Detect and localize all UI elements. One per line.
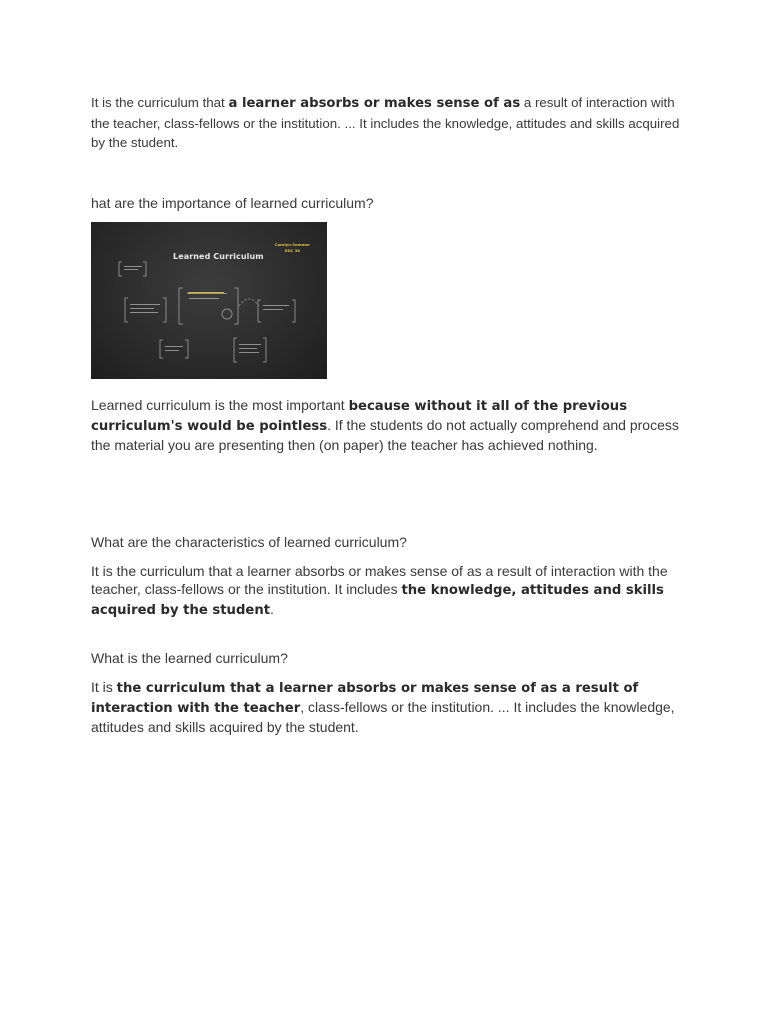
paragraph-text: , class-fellows or the institution. ... It includes the knowledge, attitudes and skills acquired by the student.	[91, 699, 675, 735]
paragraph-emphasis: the curriculum that a learner absorbs or makes sense of as a result of interaction with the teacher	[91, 681, 639, 716]
image-author-course: EDC 36	[284, 248, 300, 253]
paragraph-emphasis: a learner absorbs or makes sense of as	[228, 96, 521, 111]
question-characteristics: What are the characteristics of learned curriculum?	[91, 534, 407, 550]
image-author	[275, 242, 310, 254]
paragraph-text: .	[270, 601, 274, 617]
paragraph-text: It is the curriculum that	[91, 95, 229, 110]
learned-curriculum-image	[91, 222, 327, 379]
paragraph-emphasis: because without it all of the previous curriculum's would be pointless	[91, 399, 628, 434]
paragraph-emphasis: the knowledge, attitudes and skills acquired by the student	[91, 583, 664, 618]
question-definition: What is the learned curriculum?	[91, 650, 288, 666]
question-importance: hat are the importance of learned curriculum?	[91, 195, 374, 211]
image-author-name: Carolyn Sommer	[274, 242, 310, 247]
paragraph-text: It is	[91, 679, 117, 695]
paragraph-definition	[91, 93, 691, 153]
paragraph-importance	[91, 396, 691, 454]
image-title: Learned Curriculum	[173, 252, 264, 261]
paragraph-learned-curriculum	[91, 678, 691, 736]
paragraph-text: . If the students do not actually comprehend and process the material you are presenting then (on paper) the teacher has achieved nothing.	[91, 417, 679, 453]
paragraph-text: a result of interaction with the teacher, class-fellows or the institution. ... It includes the knowledge, attitudes and skills acquired by the student.	[91, 95, 680, 150]
paragraph-text: It is the curriculum that a learner absorbs or makes sense of as a result of interaction with the teacher, class-fellows or the institution. It includes	[91, 563, 668, 597]
paragraph-characteristics	[91, 562, 691, 620]
paragraph-text: Learned curriculum is the most important	[91, 397, 349, 413]
